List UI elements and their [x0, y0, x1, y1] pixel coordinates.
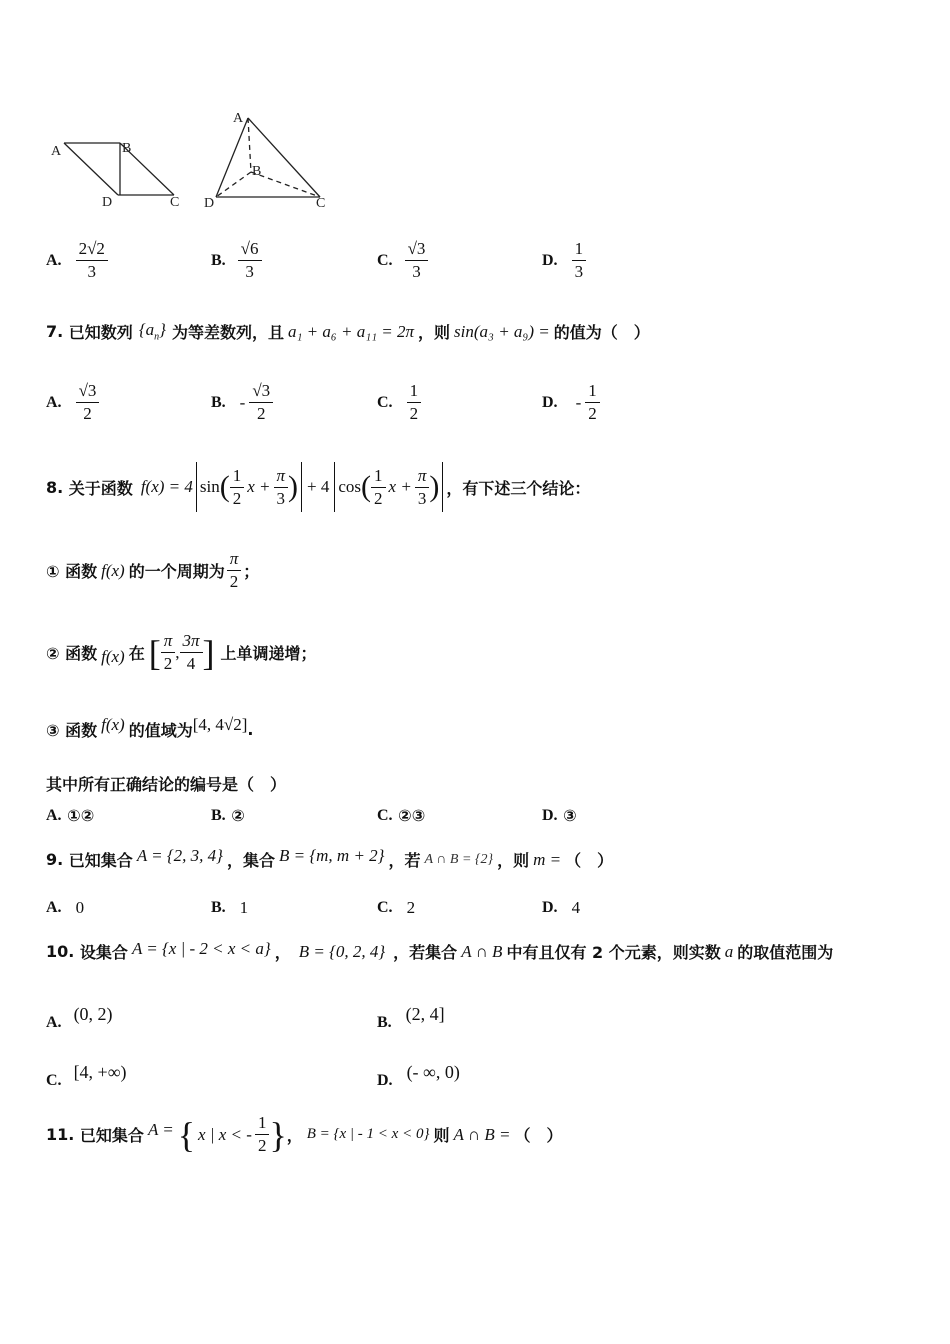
fig-left-label-b: B	[122, 141, 132, 156]
q10-stem: 10. 设集合 A = {x | - 2 < x < a} ， B = {0, 2, 4} ，若集合 A ∩ B 中有且仅有 2 个元素，则实数 a 的取值范围为	[46, 938, 834, 962]
q7-option-a[interactable]: A. $\frac{√3}{2}$	[46, 380, 99, 425]
q8-statement-2: ② 函数 f(x) 在 [ $\frac{\pi}{2}$ , $\frac{3\pi}{4}$ ] 上单调递增；	[46, 631, 317, 673]
q6-option-c[interactable]: C. $\frac{√3}{3}$	[377, 238, 428, 283]
q10-option-b[interactable]: B. (2, 4]	[377, 1003, 445, 1031]
q7-option-c[interactable]: C. $\frac{1}{2}$	[377, 380, 421, 425]
q7-seq: $\{a_n\}$	[138, 320, 166, 343]
q7-option-b[interactable]: B. - $\frac{√3}{2}$	[211, 380, 273, 425]
fig-left-label-a: A	[51, 144, 62, 159]
q8-option-b[interactable]: B. ②	[211, 806, 245, 825]
q7-stem: 7. 已知数列 $\{a_n\}$ 为等差数列，且 a₁ + a₆ + a₁₁ = 2π ，则 sin(a₃ + a₉) = 的值为（ ）	[46, 320, 650, 343]
fig-left-label-c: C	[170, 195, 180, 210]
q11-stem: 11. 已知集合 A = { x | x < - $\frac{1}{2}$ } ， B = {x | - 1 < x < 0} 则 A ∩ B = （ ）	[46, 1113, 563, 1155]
fig-right-label-b: B	[252, 164, 262, 179]
q8-statement-1: ① 函数 f(x) 的一个周期为 $\frac{\pi}{2}$ ；	[46, 549, 260, 591]
q8-ask: 其中所有正确结论的编号是（ ）	[46, 775, 287, 794]
q9-option-d[interactable]: D. 4	[542, 898, 581, 917]
q8-option-a[interactable]: A. ①②	[46, 806, 95, 825]
q10-option-c[interactable]: C. [4, +∞)	[46, 1061, 127, 1089]
q8-statement-3: ③ 函数 f(x) 的值域为 [4, 4√2] .	[46, 714, 254, 740]
q9-option-b[interactable]: B. 1	[211, 898, 249, 917]
geometry-figure	[40, 100, 340, 215]
fig-right-label-c: C	[316, 196, 326, 211]
q8-stem: 8. 关于函数 f(x) = 4 sin ( $\frac{1}{2}$ x + $\frac{\pi}{3}$ ) + 4 cos ( $\frac{1}{2}$ x + $\frac{\pi}{3}$ ) ，有下述三个结论：	[46, 462, 590, 512]
q9-stem: 9. 已知集合 A = {2, 3, 4} ，集合 B = {m, m + 2} ，若 A ∩ B = {2} ，则 m = （ ）	[46, 845, 614, 870]
q8-option-c[interactable]: C. ②③	[377, 806, 426, 825]
fig-right-label-a: A	[233, 111, 244, 126]
q7-option-d[interactable]: D. - $\frac{1}{2}$	[542, 380, 600, 425]
q10-option-d[interactable]: D. (- ∞, 0)	[377, 1061, 460, 1089]
fig-right-label-d: D	[204, 196, 215, 211]
q6-option-b[interactable]: B. $\frac{√6}{3}$	[211, 238, 262, 283]
q8-option-d[interactable]: D. ③	[542, 806, 577, 825]
fig-left-label-d: D	[102, 195, 113, 210]
q10-option-a[interactable]: A. (0, 2)	[46, 1003, 113, 1031]
q9-option-a[interactable]: A. 0	[46, 898, 85, 917]
q6-option-a[interactable]: A. $\frac{2√2}{3}$	[46, 238, 108, 283]
q9-option-c[interactable]: C. 2	[377, 898, 416, 917]
q6-option-d[interactable]: D. $\frac{1}{3}$	[542, 238, 586, 283]
